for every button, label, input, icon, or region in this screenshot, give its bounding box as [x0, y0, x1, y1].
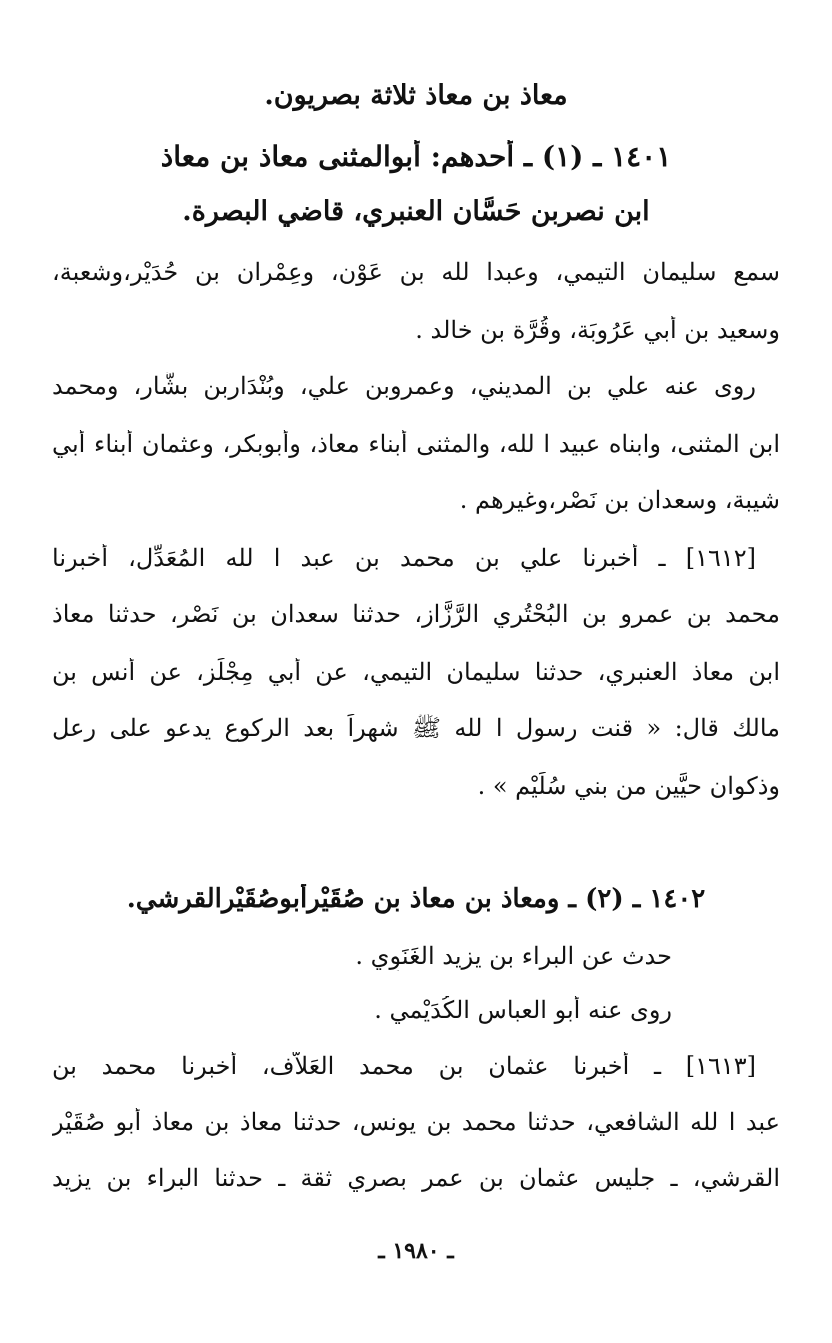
hadith-line: وذكوان حيَّين من بني سُلَيْم » . [477, 772, 780, 800]
hadith-line: محمد بن عمرو بن البُحْتُري الرَّزَّاز، حدثنا سعدان بن نَصْر، حدثنا معاذ [52, 600, 780, 628]
paragraph-line: وسعيد بن أبي عَرُوبَة، وقُرَّة بن خالد . [415, 316, 780, 344]
entry-1401-heading-cont: ابن نصربن حَسَّان العنبري، قاضي البصرة. [182, 196, 650, 227]
paragraph-line: شيبة، وسعدان بن نَصْر،وغيرهم . [459, 486, 780, 514]
paragraph-line: سمع سليمان التيمي، وعبدا لله بن عَوْن، وعِمْران بن حُدَيْر،وشعبة، [52, 258, 780, 286]
page-number: ـ ١٩٨٠ ـ [378, 1238, 454, 1264]
hadith-line: عبد ا لله الشافعي، حدثنا محمد بن يونس، حدثنا معاذ بن معاذ أبو صُقَيْر [52, 1108, 780, 1136]
entry-1401-heading: ١٤٠١ ـ (١) ـ أحدهم: أبوالمثنى معاذ بن معاذ [160, 140, 672, 173]
hadith-line: القرشي، ـ جليس عثمان بن عمر بصري ثقة ـ حدثنا البراء بن يزيد [52, 1164, 780, 1192]
paragraph-line: حدث عن البراء بن يزيد الغَنَوِي . [355, 942, 672, 970]
paragraph-line: روى عنه أبو العباس الكُدَيْمي . [374, 996, 672, 1024]
paragraph-line: روى عنه علي بن المديني، وعمروبن علي، وبُنْدَاربن بشَّار، ومحمد [52, 372, 756, 400]
hadith-line: [١٦١٢] ـ أخبرنا علي بن محمد بن عبد ا لله المُعَدِّل، أخبرنا [52, 544, 756, 572]
hadith-line: [١٦١٣] ـ أخبرنا عثمان بن محمد العَلاَّف، أخبرنا محمد بن [52, 1052, 756, 1080]
entry-1402-heading: ١٤٠٢ ـ (٢) ـ ومعاذ بن معاذ بن صُقَيْرأبوصُقَيْرالقرشي. [126, 884, 706, 914]
paragraph-line: ابن المثنى، وابناه عبيد ا لله، والمثنى أبناء معاذ، وأبوبكر، وعثمان أبناء أبي [52, 430, 780, 458]
section-title: معاذ بن معاذ ثلاثة بصريون. [264, 80, 568, 111]
hadith-line: مالك قال: « قنت رسول ا لله ﷺ شهراً بعد الركوع يدعو على رعل [52, 714, 780, 742]
hadith-line: ابن معاذ العنبري، حدثنا سليمان التيمي، عن أبي مِجْلَز، عن أنس بن [52, 658, 780, 686]
